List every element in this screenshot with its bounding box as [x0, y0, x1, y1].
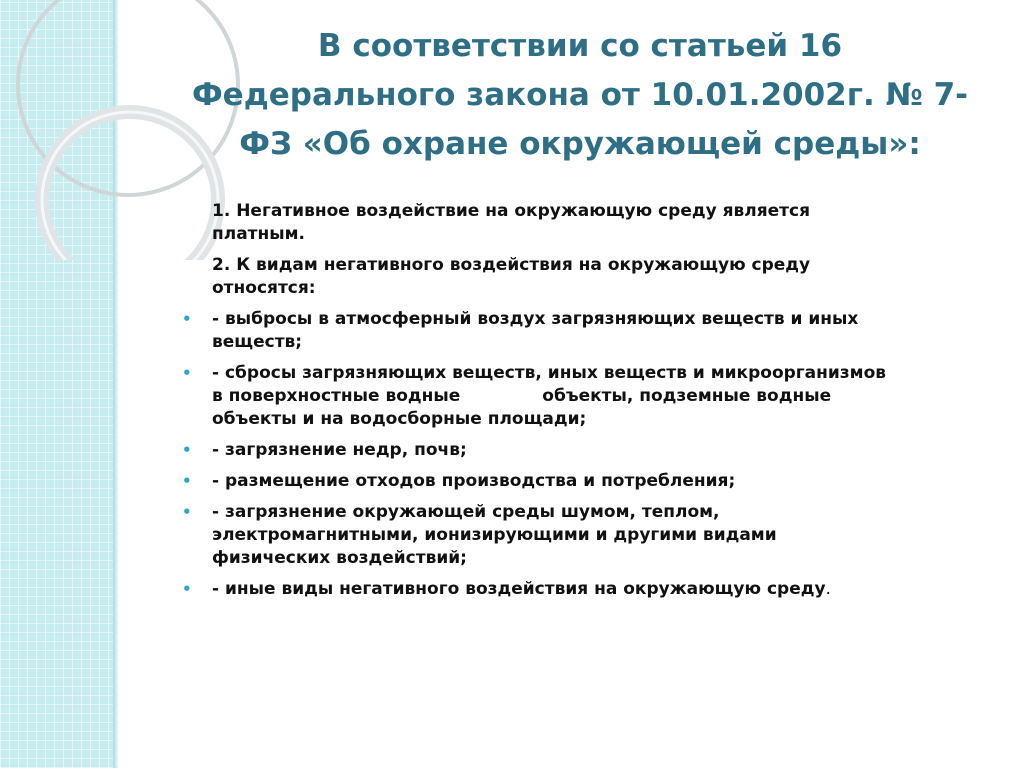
bullet-icon: •	[182, 503, 192, 521]
text-line: физических воздействий;	[212, 548, 467, 568]
text-line: 1. Негативное воздействие на окружающую среду является	[212, 201, 811, 221]
text-line: - размещение отходов производства и потребления;	[212, 471, 736, 491]
list-item	[182, 578, 1002, 601]
text-line: относятся:	[212, 278, 316, 298]
text-segment: объекты, подземные водные	[542, 386, 832, 406]
text-line	[212, 578, 1002, 601]
text-segment: - иные виды негативного воздействия на окружающую среду	[212, 579, 826, 599]
text-line: - сбросы загрязняющих веществ, иных веществ и микроорганизмов	[212, 363, 887, 383]
text-line: - загрязнение недр, почв;	[212, 440, 467, 460]
text-line: объекты и на водосборные площади;	[212, 409, 587, 429]
trailing-period: .	[825, 579, 831, 599]
text-line: - загрязнение окружающей среды шумом, теплом,	[212, 502, 720, 522]
bullet-icon: •	[182, 364, 192, 382]
list-item	[182, 308, 1002, 354]
list-item	[182, 362, 1002, 431]
text-line: веществ;	[212, 332, 303, 352]
text-line: платным.	[212, 224, 305, 244]
text-segment: в поверхностные водные	[212, 386, 461, 406]
intro-paragraph	[212, 254, 1002, 300]
text-line: электромагнитными, ионизирующими и другими видами	[212, 525, 777, 545]
text-line: - выбросы в атмосферный воздух загрязняющих веществ и иных	[212, 309, 859, 329]
title-line: ФЗ «Об охране окружающей среды»:	[239, 126, 921, 162]
slide-title	[170, 22, 990, 169]
list-item	[182, 470, 1002, 493]
title-line: В соответствии со статьей 16	[317, 28, 843, 64]
bullet-icon: •	[182, 310, 192, 328]
text-line: 2. К видам негативного воздействия на окружающую среду	[212, 255, 811, 275]
bullet-icon: •	[182, 472, 192, 490]
title-line: Федерального закона от 10.01.2002г. № 7-	[191, 77, 969, 113]
list-item	[182, 439, 1002, 462]
intro-paragraph	[212, 200, 1002, 246]
list-item	[182, 501, 1002, 570]
slide-body	[182, 200, 1002, 609]
bullet-icon: •	[182, 441, 192, 459]
text-line	[212, 385, 1002, 408]
bullet-icon: •	[182, 580, 192, 598]
